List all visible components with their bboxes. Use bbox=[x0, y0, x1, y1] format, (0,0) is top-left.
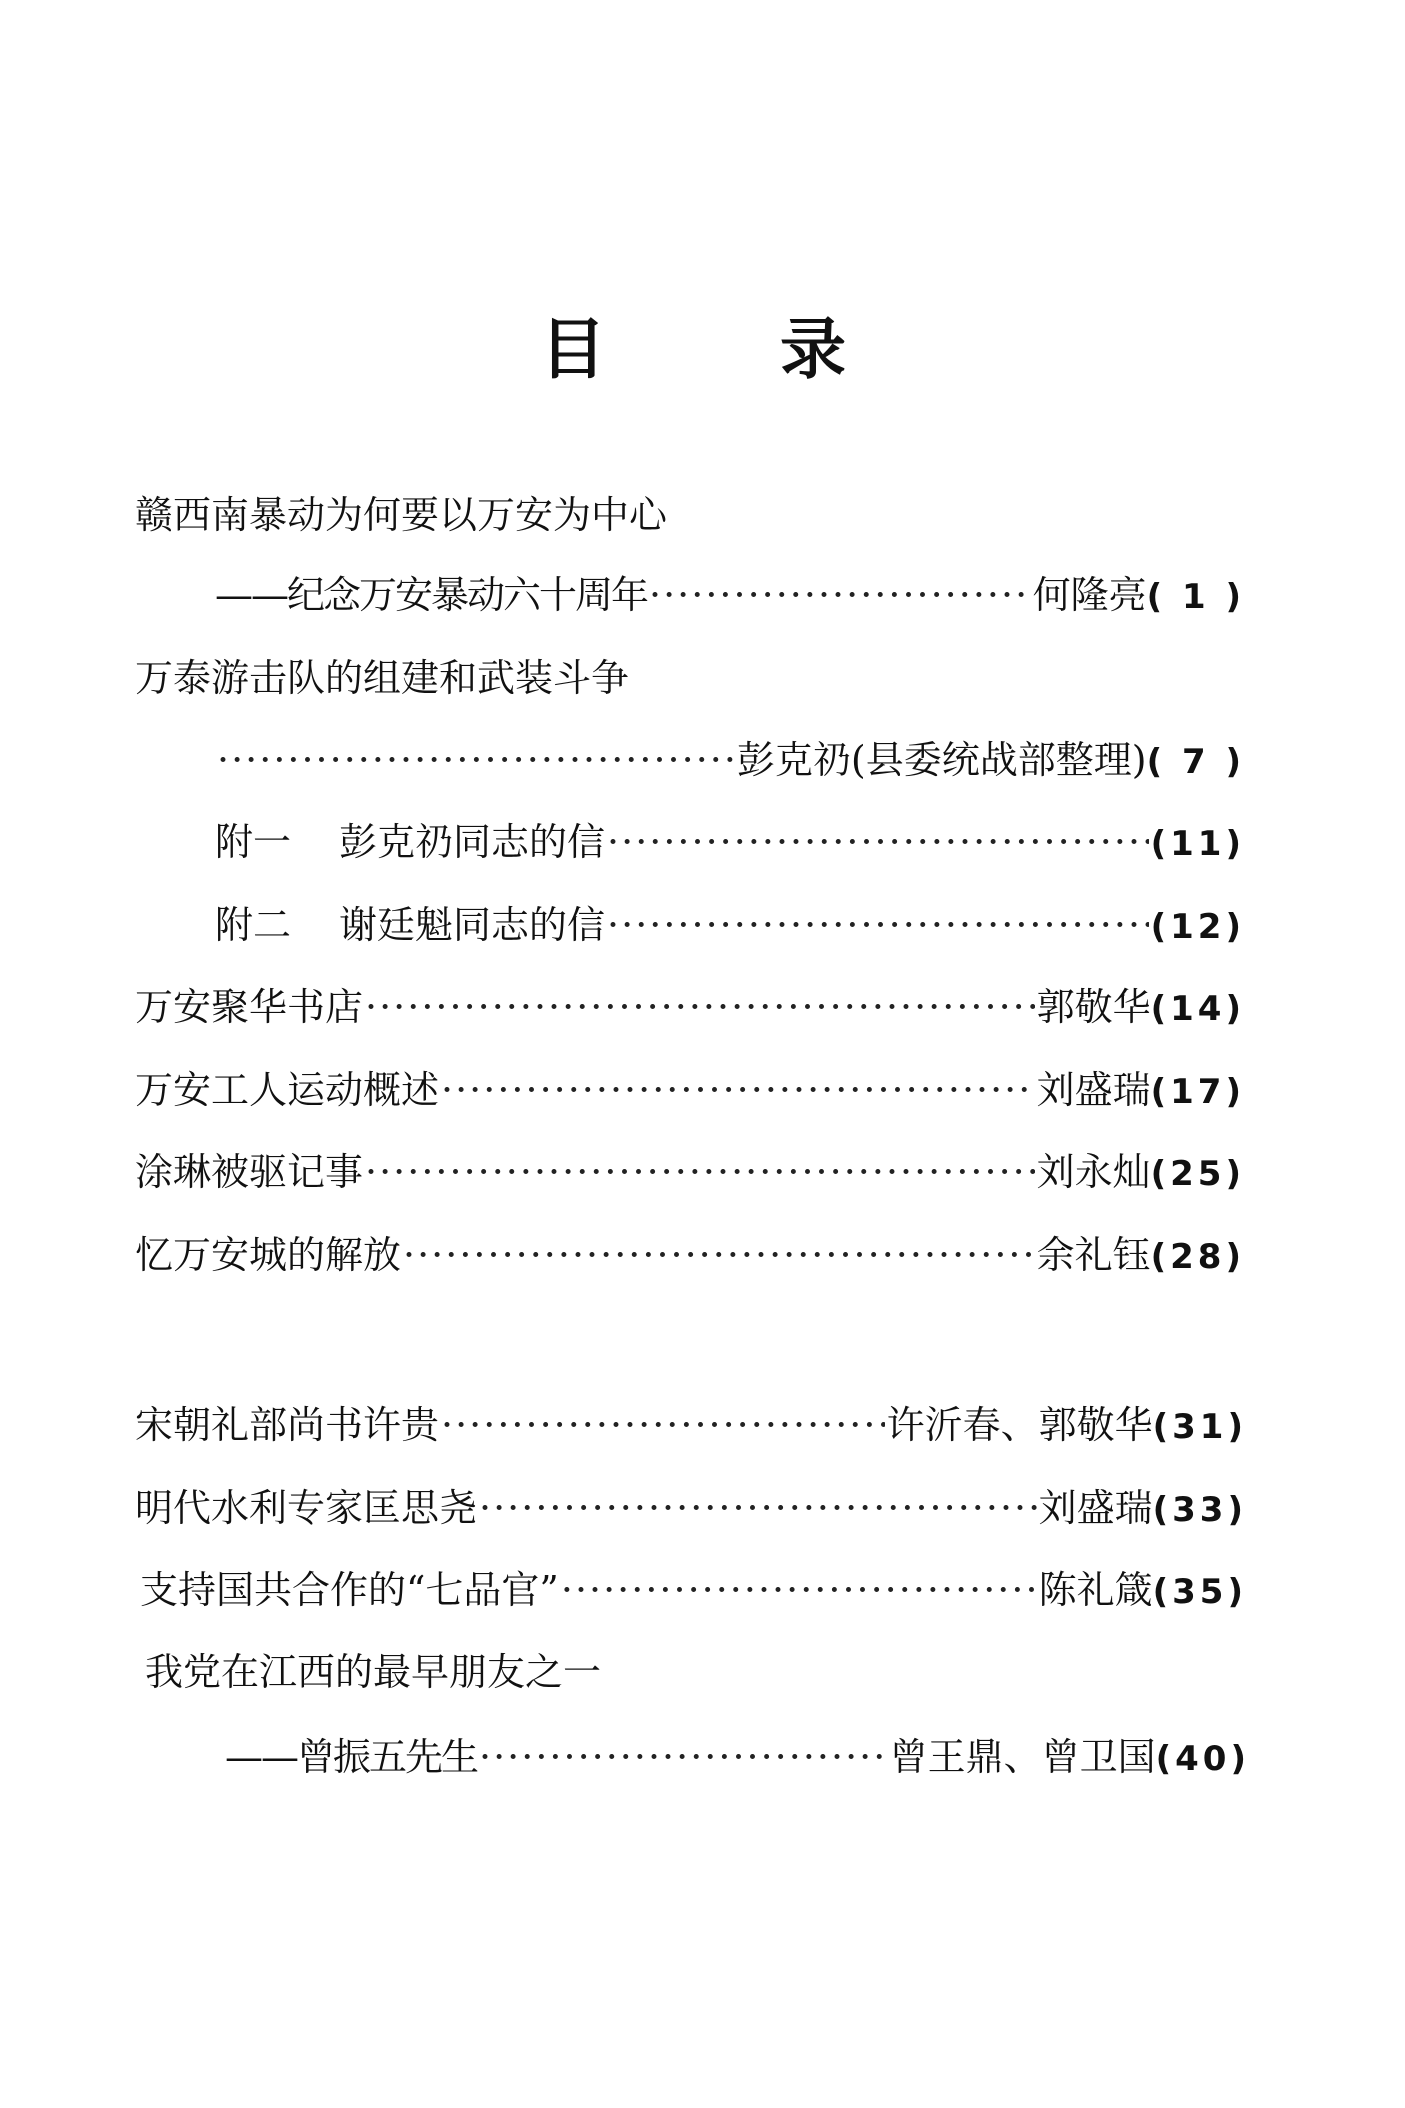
toc-author: 郭敬华 bbox=[1036, 985, 1151, 1029]
page-title bbox=[0, 295, 1405, 405]
toc-entry-row bbox=[215, 895, 1245, 955]
toc-author: 刘盛瑞 bbox=[1038, 1486, 1153, 1530]
toc-entry-row bbox=[215, 565, 1245, 625]
toc-entry-title: 赣西南暴动为何要以万安为中心 bbox=[135, 493, 668, 537]
toc-entry-row bbox=[135, 1225, 1245, 1285]
toc-page-number: (17) bbox=[1150, 1072, 1245, 1112]
dot-leader bbox=[479, 1727, 888, 1787]
toc-page-number: (40) bbox=[1155, 1739, 1250, 1779]
toc-entry-row bbox=[140, 1560, 1247, 1620]
toc-author: 刘永灿 bbox=[1036, 1150, 1151, 1194]
toc-entry-row bbox=[225, 1727, 1250, 1787]
toc-page-number: ( 7 ) bbox=[1146, 742, 1245, 782]
toc-title: 忆万安城的解放 bbox=[135, 1233, 402, 1277]
dot-leader bbox=[607, 812, 1149, 872]
toc-title: 明代水利专家匡思尧 bbox=[135, 1486, 478, 1530]
toc-page-number: ( 1 ) bbox=[1146, 577, 1245, 617]
page-title-char-2: 录 bbox=[780, 311, 846, 388]
dot-leader bbox=[649, 565, 1031, 625]
dot-leader bbox=[561, 1560, 1037, 1620]
toc-page-number: (12) bbox=[1150, 907, 1245, 947]
toc-entry-row bbox=[215, 812, 1245, 872]
toc-title: 万安聚华书店 bbox=[135, 985, 364, 1029]
toc-entry-row bbox=[135, 1142, 1245, 1202]
toc-page-number: (35) bbox=[1152, 1572, 1247, 1612]
dot-leader bbox=[441, 1395, 885, 1455]
toc-title: 谢廷魁同志的信 bbox=[339, 903, 606, 947]
toc-author: 许沂春、郭敬华 bbox=[886, 1403, 1153, 1447]
toc-entry-title: 我党在江西的最早朋友之一 bbox=[145, 1650, 602, 1694]
toc-page-number: (31) bbox=[1152, 1407, 1247, 1447]
toc-page-number: (14) bbox=[1150, 989, 1245, 1029]
toc-author: 余礼钰 bbox=[1036, 1233, 1151, 1277]
dot-leader bbox=[441, 1060, 1035, 1120]
toc-title: 万安工人运动概述 bbox=[135, 1068, 440, 1112]
toc-entry-title: 万泰游击队的组建和武装斗争 bbox=[135, 656, 630, 700]
dot-leader bbox=[365, 977, 1035, 1037]
toc-title: 宋朝礼部尚书许贵 bbox=[135, 1403, 440, 1447]
toc-page-number: (33) bbox=[1152, 1490, 1247, 1530]
toc-prefix: 附一 bbox=[215, 820, 292, 864]
toc-author: 曾王鼎、曾卫国 bbox=[889, 1735, 1156, 1779]
toc-entry-row bbox=[135, 1060, 1245, 1120]
toc-subtitle: ——纪念万安暴动六十周年 bbox=[215, 573, 648, 617]
toc-entry-row bbox=[135, 977, 1245, 1037]
toc-title: 彭克礽同志的信 bbox=[339, 820, 606, 864]
dot-leader bbox=[217, 730, 735, 790]
toc-title: 支持国共合作的“七品官” bbox=[140, 1568, 559, 1612]
toc-subtitle: ——曾振五先生 bbox=[225, 1735, 478, 1779]
toc-entry-row bbox=[215, 730, 1245, 790]
toc-author: 彭克礽(县委统战部整理) bbox=[736, 738, 1147, 782]
page-title-char-1: 目 bbox=[540, 311, 606, 388]
dot-leader bbox=[403, 1225, 1035, 1285]
toc-entry-row bbox=[135, 1395, 1247, 1455]
toc-page-number: (11) bbox=[1150, 824, 1245, 864]
toc-page-number: (25) bbox=[1150, 1154, 1245, 1194]
dot-leader bbox=[365, 1142, 1035, 1202]
toc-author: 刘盛瑞 bbox=[1036, 1068, 1151, 1112]
dot-leader bbox=[607, 895, 1149, 955]
toc-title: 涂琳被驱记事 bbox=[135, 1150, 364, 1194]
toc-prefix: 附二 bbox=[215, 903, 292, 947]
toc-entry-row bbox=[135, 1478, 1247, 1538]
toc-author: 何隆亮 bbox=[1032, 573, 1147, 617]
dot-leader bbox=[479, 1478, 1037, 1538]
toc-author: 陈礼箴 bbox=[1038, 1568, 1153, 1612]
toc-page-number: (28) bbox=[1150, 1237, 1245, 1277]
